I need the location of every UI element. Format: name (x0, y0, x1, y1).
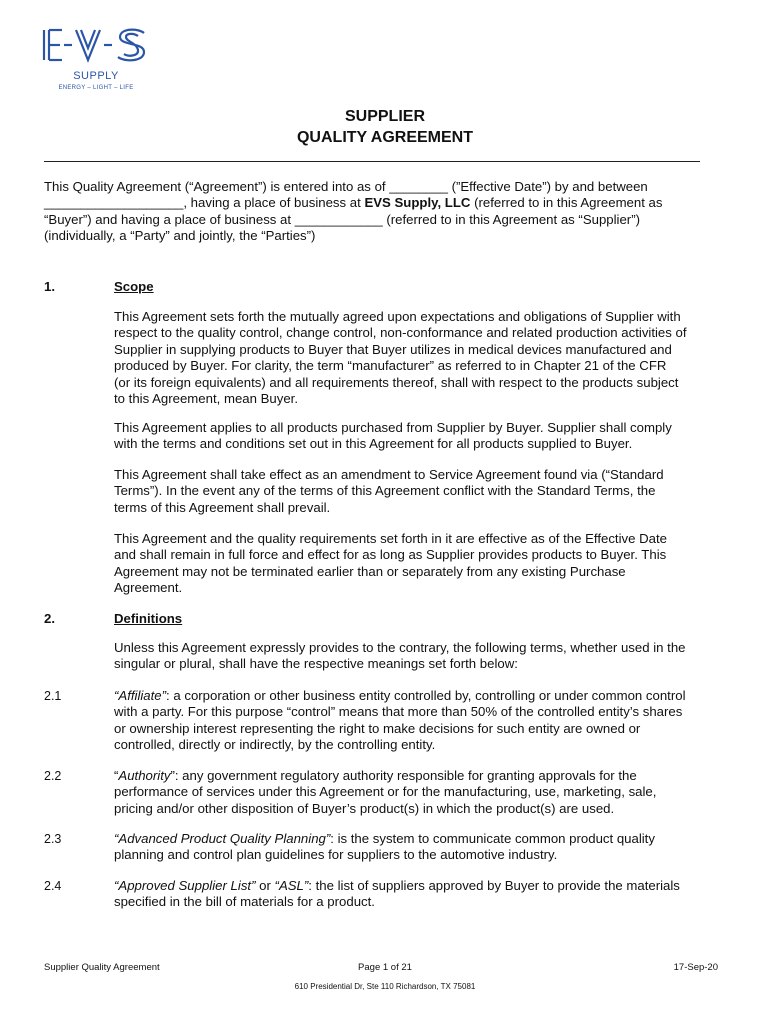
section-number: 2. (44, 611, 55, 626)
evs-logo-mark (40, 26, 152, 68)
definition-number: 2.3 (44, 832, 62, 846)
logo-tagline: ENERGY – LIGHT – LIFE (58, 85, 134, 91)
definitions-intro: Unless this Agreement expressly provides to the contrary, the following terms, whether used in the singular or plural, shall have the respective meanings set forth below: (114, 640, 686, 672)
footer-address: 610 Presidential Dr, Ste 110 Richardson, TX 75081 (294, 982, 476, 991)
intro-line: ___________________, having a place of business at EVS Supply, LLC (referred to in this Agreement as (44, 195, 663, 211)
definition-number: 2.2 (44, 769, 62, 783)
logo-supply-text: SUPPLY (73, 70, 119, 82)
footer-page-number: Page 1 of 21 (358, 962, 412, 973)
section-number: 1. (44, 279, 55, 294)
footer-date: 17-Sep-20 (673, 962, 718, 973)
definition-number: 2.4 (44, 879, 62, 893)
intro-line: (individually, a “Party” and jointly, the “Parties”) (44, 228, 316, 244)
definition-authority: “Authority”: any government regulatory authority responsible for granting approvals for the performance of services under this Agreement or for the manufacturing, use, marketing, sale, pricing and/or other disposition of Buyer’s product(s) in which the product(s) are used. (114, 768, 657, 816)
document-title-line2: QUALITY AGREEMENT (296, 129, 473, 146)
scope-paragraph-2: This Agreement applies to all products purchased from Supplier by Buyer. Supplier shall comply with the terms and conditions set out in this Agreement for all products supplied to Buyer. (114, 420, 672, 452)
intro-paragraph (44, 179, 714, 245)
scope-paragraph-1: This Agreement sets forth the mutually agreed upon expectations and obligations of Supplier with respect to the quality control, change control, non-conformance and related production activities of Supplier in supplying products to Buyer that Buyer utilizes in medical devices manufactured and produced by Buyer. For clarity, the term “manufacturer” as referred to in Chapter 21 of the CFR (or its foreign equivalents) and all requirements thereof, shall with respect to the products subject to this Agreement, mean Buyer. (114, 309, 687, 407)
definition-affiliate: “Affiliate”: a corporation or other business entity controlled by, controlling or under common control with a party. For this purpose “control” means that more than 50% of the controlled entity’s shares or ownership interest representing the right to make decisions for such entity are owned or controlled, directly or indirectly, by the controlling entity. (114, 688, 686, 753)
company-logo (40, 26, 160, 98)
intro-line: This Quality Agreement (“Agreement”) is entered into as of ________ (”Effective Date”) by and between (44, 179, 648, 194)
definition-asl: “Approved Supplier List” or “ASL”: the list of suppliers approved by Buyer to provide the materials specified in the bill of materials for a product. (114, 878, 680, 910)
definition-number: 2.1 (44, 689, 62, 703)
section-title-definitions: Definitions (114, 611, 183, 626)
document-title-line1: SUPPLIER (344, 108, 425, 125)
section-title-scope: Scope (114, 279, 154, 294)
footer-document-name: Supplier Quality Agreement (44, 962, 160, 973)
scope-paragraph-4: This Agreement and the quality requirements set forth in it are effective as of the Effective Date and shall remain in full force and effect for as long as Supplier provides products to Buyer. This Agreement may not be terminated earlier than or separately from any existing Purchase Agreement. (114, 531, 667, 596)
intro-line: “Buyer”) and having a place of business at ____________ (referred to in this Agreement as “Supplier”) (44, 211, 640, 227)
definition-apqp: “Advanced Product Quality Planning”: is the system to communicate common product quality planning and control plan guidelines for suppliers to the automotive industry. (114, 831, 655, 863)
scope-paragraph-3: This Agreement shall take effect as an amendment to Service Agreement found via (“Standard Terms”). In the event any of the terms of this Agreement conflict with the Standard Terms, the terms of this Agreement shall prevail. (114, 467, 664, 515)
title-divider (44, 161, 700, 162)
